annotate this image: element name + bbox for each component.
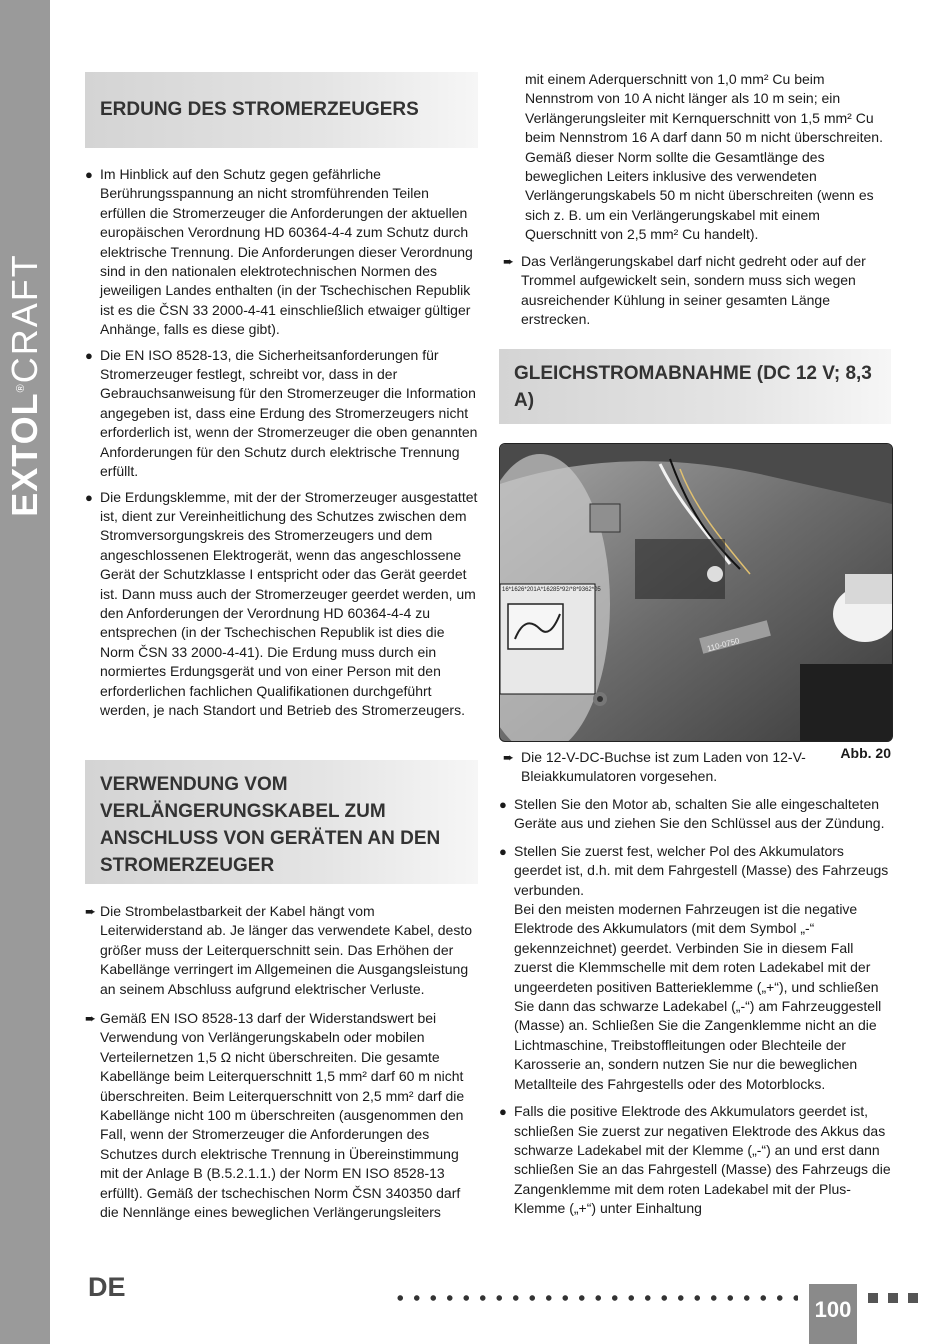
list-item xyxy=(503,748,891,787)
list-item xyxy=(85,488,478,721)
bullet-icon: ● xyxy=(85,167,93,182)
photo-sticker-label: 16*1626*201A*16285*92/*8*9362*05 xyxy=(502,587,601,593)
list-item xyxy=(85,902,478,999)
arrow-right-icon: ➨ xyxy=(85,904,96,919)
arrow-right-icon: ➨ xyxy=(503,750,514,765)
kabel-continuation xyxy=(499,70,891,245)
list-item xyxy=(85,1009,478,1222)
arrow-right-icon: ➨ xyxy=(503,254,514,269)
sidebar xyxy=(0,0,50,1344)
bullet-icon: ● xyxy=(499,797,507,812)
list-item xyxy=(503,252,891,330)
list-item xyxy=(499,1102,891,1218)
bullet-text-cont: Bei den meisten modernen Fahrzeugen ist die negative Elektrode des Akkumulators (mit dem Symbol „-“ gekennzeichnet) geerdet. Verbinden Sie in diesem Fall zuerst die Klemmschelle mit dem roten Ladekabel mit der ungeerdeten positiven Batterieklemme („+“), und schließen Sie dann das schwarze Ladekabel („-“) am Fahrzeuggestell (Masse) an. Schließen Sie die Zangenklemme nicht an die Lichtmaschine, Treibstoffleitungen oder Blechteile der Karosserie an, sondern nutzen Sie nur die beweglichen Metallteile des Fahrgestells oder des Motorblocks. xyxy=(514,901,882,1092)
kabel-arrow-3 xyxy=(499,252,891,336)
bullet-icon: ● xyxy=(499,843,507,859)
bullet-text: Die EN ISO 8528-13, die Sicherheitsanforderungen für Stromerzeuger festlegt, schreibt vor, dass in der Gebrauchsanweisung für den Stromerzeuger die Information angegeben ist, dass eine Erdung des Stromerzeugers nicht erforderlich ist, wenn der Stromerzeuger die oben genannten Anforderungen für den Schutz durch elektrische Trennung erfüllt. xyxy=(100,346,478,480)
arrow-text: Das Verlängerungskabel darf nicht gedreht oder auf der Trommel aufgewickelt sein, sondern muss sich wegen ausreichender Kühlung in seiner gesamten Länge erstrecken. xyxy=(521,253,866,328)
bullet-text: Im Hinblick auf den Schutz gegen gefährliche Berührungsspannung an nicht stromführenden Teilen erfüllen die Stromerzeuger die Anforderungen der aktuellen europäischen Verordnung HD 60364-4-4 zum Schutz durch elektrische Trennung. Die Anforderungen dieser Verordnung sind in den nationalen elektrotechnischen Normen des jeweiligen Landes enthalten (in der Tschechischen Republik ist es die ČSN 33 2000-4-41 einschließlich etwaiger gültiger Anhänge, falls es diese gibt). xyxy=(100,166,473,338)
bullet-text: Die Erdungsklemme, mit der der Stromerzeuger ausgestattet ist, dient zur Vereinheitlichung des Schutzes zwischen dem Stromversorgungskreis des Stromerzeugers und dem angeschlossenen Elektrogerät, wenn das angeschlossene Gerät der Schutzklasse I entspricht oder das Gerät geerdet ist. Dann muss auch der Stromerzeuger geerdet werden, um den Anforderungen der Verordnung HD 60364-4-4 zu entsprechen (in der Tschechischen Republik ist dies die Norm ČSN 33 2000-4-41). Die Erdung muss durch ein normiertes Erdungsgerät und von einer Person mit den erforderlichen fachlichen Qualifikationen durchgeführt werden, je nach Standort und Betrieb des Stromerzeugers. xyxy=(100,488,478,718)
brand-extol: EXTOL xyxy=(4,392,45,517)
bullet-text: Stellen Sie den Motor ab, schalten Sie alle eingeschalteten Geräte aus und ziehen Sie den Schlüssel aus der Zündung. xyxy=(514,796,885,832)
arrow-text: Die 12-V-DC-Buchse ist zum Laden von 12-V-Bleiakkumulatoren vorgesehen. xyxy=(521,749,806,785)
heading-erdung: ERDUNG DES STROMERZEUGERS xyxy=(85,72,478,148)
list-item xyxy=(85,165,478,340)
footer-language: DE xyxy=(88,1272,126,1302)
continuation-text: mit einem Aderquerschnitt von 1,0 mm² Cu beim Nennstrom von 10 A nicht länger als 10 m sein; ein Verlängerungsleiter mit Kernquerschnitt von 1,5 mm² Cu beim Nennstrom 16 A darf dann 50 m nicht überschreiten. Gemäß dieser Norm sollte die Gesamtlänge des beweglichen Leiters inklusive des verwendeten Verlängerungskabels 50 m nicht überschreiten (wenn es sich z. B. um ein Verlängerungskabel mit einem Querschnitt von 2,5 mm² Cu handelt). xyxy=(525,71,883,243)
photo-dc-socket xyxy=(499,443,893,742)
heading-verlaengerungskabel: VERWENDUNG VOM VERLÄNGERUNGSKABEL ZUM ANSCHLUSS VON GERÄTEN AN DEN STROMERZEUGER xyxy=(85,760,478,884)
arrow-right-icon: ➨ xyxy=(85,1011,96,1027)
bullet-icon: ● xyxy=(85,347,93,363)
footer-squares xyxy=(868,1290,928,1308)
bullet-text: Falls die positive Elektrode des Akkumulators geerdet ist, schließen Sie zuerst zur negativen Elektrode des Akkus das schwarze Ladekabel mit der Klemme („-“) an und erst dann schließen Sie an das Fahrgestell (Masse) des Fahrzeugs die Zangenklemme mit dem roten Ladekabel mit der Plus-Klemme („+“) unter Einhaltung xyxy=(514,1103,891,1217)
brand-logo xyxy=(4,253,46,516)
list-item xyxy=(499,842,891,1094)
bullet-text: Stellen Sie zuerst fest, welcher Pol des Akkumulators geerdet ist, d.h. mit dem Fahrgestell (Masse) des Fahrzeugs verbunden. xyxy=(514,842,889,898)
bullet-icon: ● xyxy=(499,1104,507,1120)
arrow-text: Die Strombelastbarkeit der Kabel hängt vom Leiterwiderstand ab. Je länger das verwendete Kabel, desto größer muss der Leiterquerschnitt sein. Das Erhöhen der Kabellänge verringert im Allgemeinen die Ausgangsleistung an seinem Abschluss aufgrund elektrischer Verluste. xyxy=(100,903,473,997)
bullet-icon: ● xyxy=(85,489,93,505)
footer-dots xyxy=(392,1295,798,1301)
photo-plate-text: 110-0750 xyxy=(706,636,741,654)
brand-craft: CRAFT xyxy=(4,253,45,384)
heading-gleichstrom: GLEICHSTROMABNAHME (DC 12 V; 8,3 A) xyxy=(499,349,891,424)
dc-arrow xyxy=(499,748,891,793)
dc-bullets xyxy=(499,795,891,1225)
generator-photo-illustration xyxy=(500,444,892,741)
erdung-bullets xyxy=(85,165,478,726)
figure-caption: Abb. 20 xyxy=(840,745,891,761)
brand-registered: ® xyxy=(15,383,27,393)
list-item xyxy=(85,346,478,482)
kabel-arrows xyxy=(85,902,478,1229)
page-number: 100 xyxy=(809,1284,857,1344)
arrow-text: Gemäß EN ISO 8528-13 darf der Widerstandswert bei Verwendung von Verlängerungskabeln oder mobilen Verteilernetzen 1,5 Ω nicht überschreiten. Die gesamte Kabellänge beim Leiterquerschnitt 1,5 mm² darf 60 m nicht überschreiten. Beim Leiterquerschnitt von 2,5 mm² darf die Kabellänge nicht 100 m überschreiten (ausgenommen den Fall, wenn der Stromerzeuger die Anforderungen des Schutzes durch elektrische Trennung in Übereinstimmung mit der Anlage B (B.5.2.1.1.) der Norm EN ISO 8528-13 erfüllt). Gemäß der tschechischen Norm ČSN 340350 darf die Nennlänge eines beweglichen Verlängerungsleiters xyxy=(100,1010,465,1221)
list-item xyxy=(499,795,891,834)
